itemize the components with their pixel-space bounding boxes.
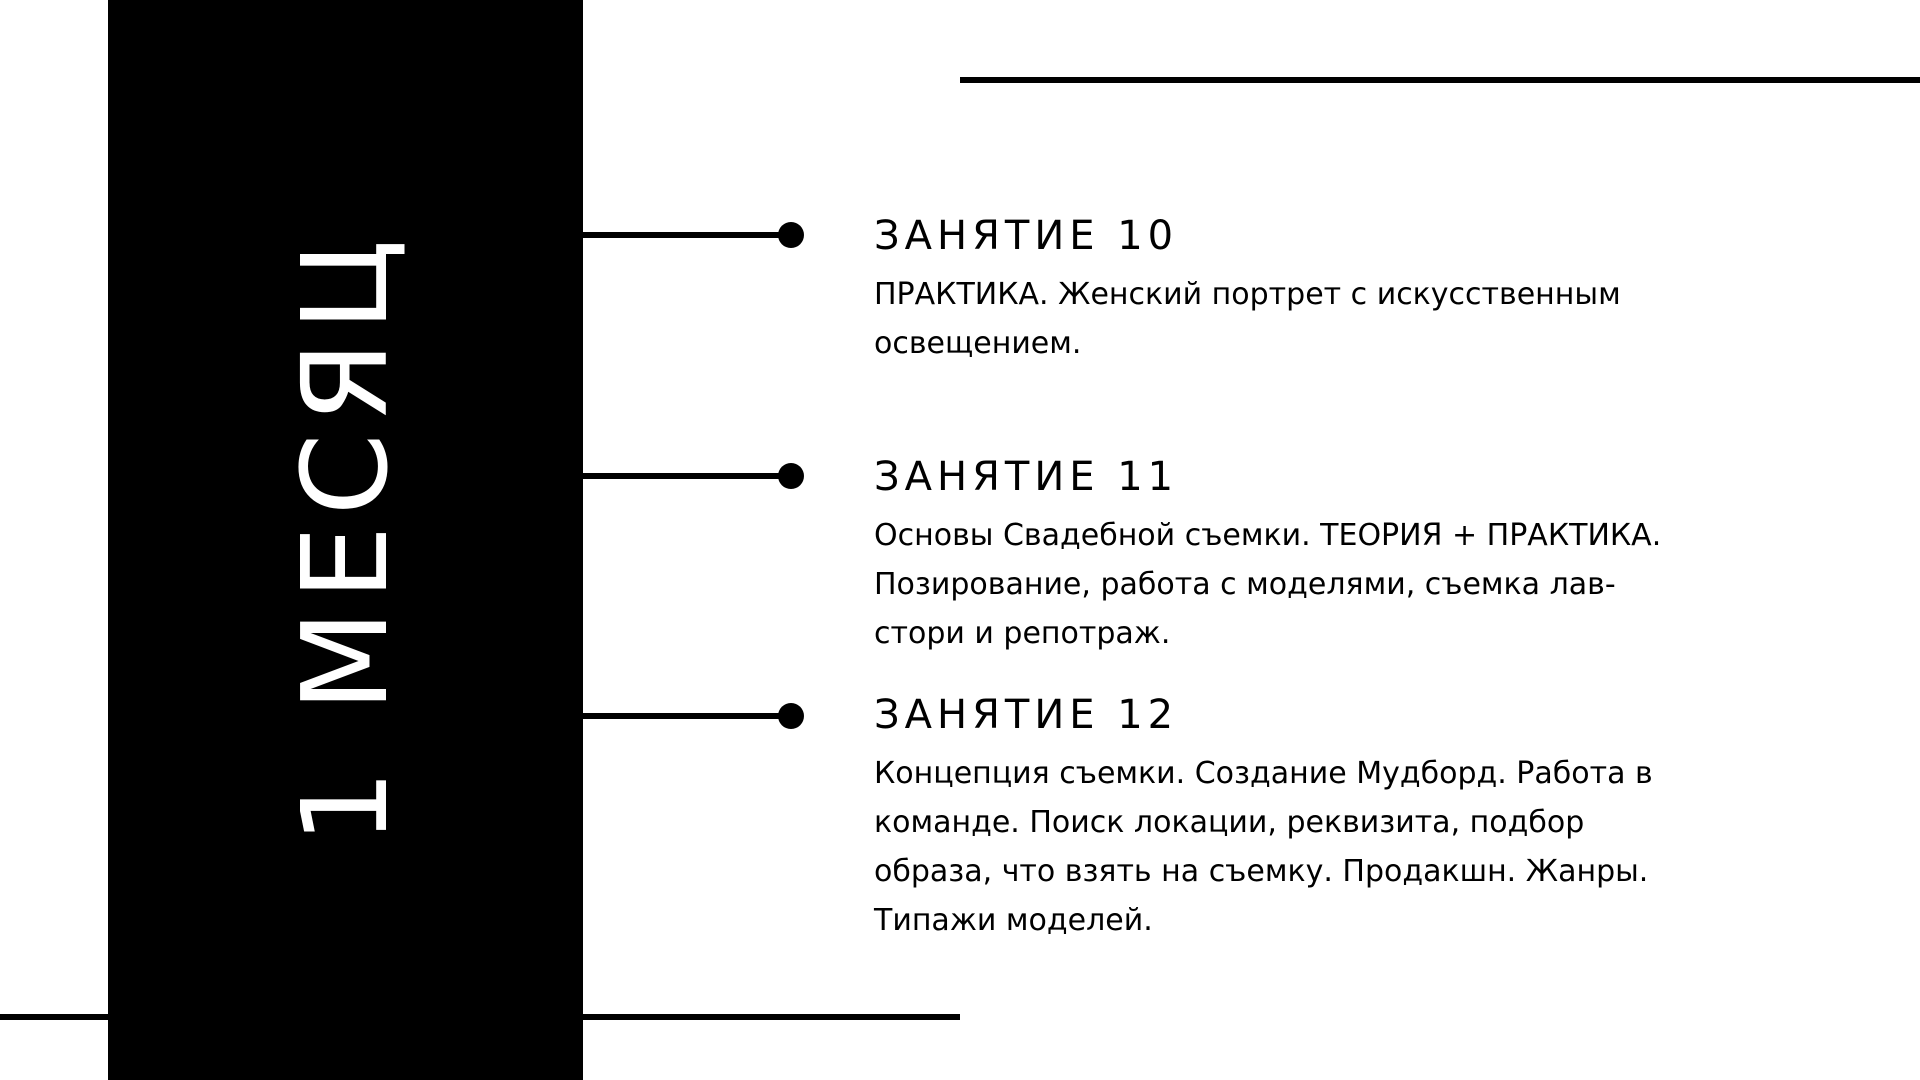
lesson-title: ЗАНЯТИЕ 10 [874,213,1179,259]
month-title: 1 МЕСЯЦ [276,229,414,845]
lesson-description: Основы Свадебной съемки. ТЕОРИЯ + ПРАКТИКА. Позирование, работа с моделями, съемка лав-стори и репотраж. [874,518,1662,651]
lesson-item [874,453,1774,658]
timeline-connector [583,713,791,719]
lesson-item [874,691,1774,945]
bottom-divider-line-left [0,1014,108,1020]
lesson-item [874,212,1774,368]
bottom-divider-line-right [583,1014,960,1020]
top-divider-line [960,77,1920,83]
lesson-description: Концепция съемки. Создание Мудборд. Работа в команде. Поиск локации, реквизита, подбор образа, что взять на съемку. Продакшн. Жанры. Типажи моделей. [874,756,1653,938]
lesson-title: ЗАНЯТИЕ 12 [874,692,1179,738]
timeline-dot [778,703,804,729]
lesson-description: ПРАКТИКА. Женский портрет с искусственным освещением. [874,277,1621,361]
lesson-title: ЗАНЯТИЕ 11 [874,454,1179,500]
timeline-connector [583,232,791,238]
timeline-dot [778,463,804,489]
timeline-connector [583,473,791,479]
timeline-dot [778,222,804,248]
